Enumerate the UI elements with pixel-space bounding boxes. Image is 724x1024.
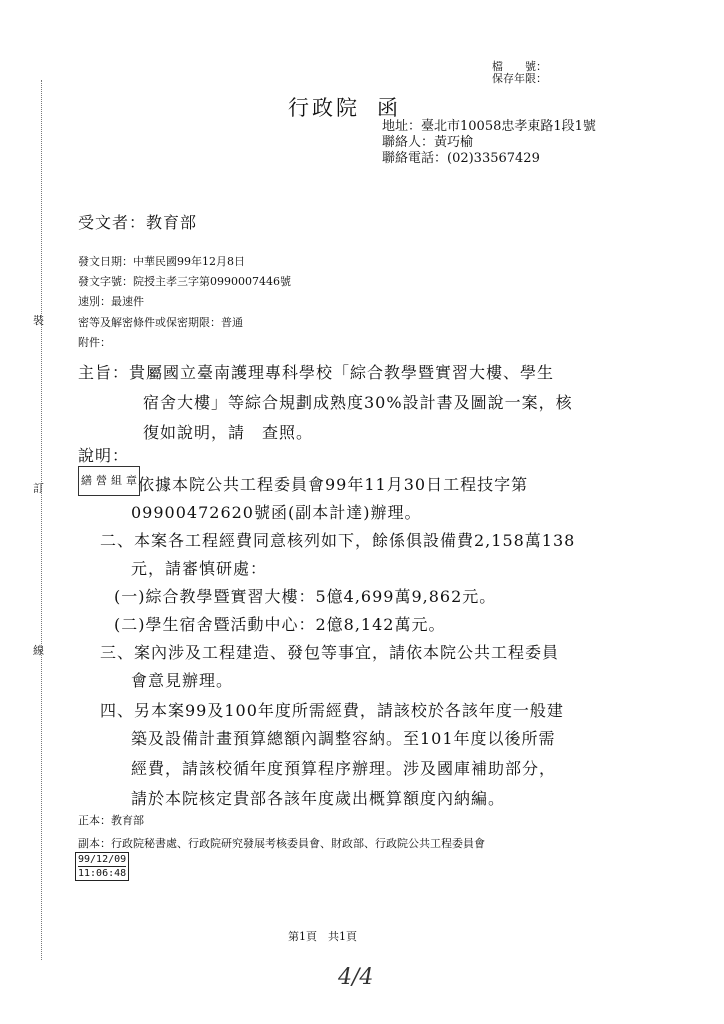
document-type: 函: [377, 96, 401, 120]
delivery-speed: 速別：最速件: [78, 295, 144, 308]
subject-line-1: 主旨：貴屬國立臺南護理專科學校「綜合教學暨實習大樓、學生: [78, 363, 555, 382]
binding-margin-line: [41, 80, 42, 960]
margin-mark-staple: 訂: [33, 482, 44, 495]
recipient: 受文者：教育部: [78, 213, 198, 232]
page-number: 第1頁 共1頁: [288, 930, 357, 943]
item-two-sub-2: (二)學生宿舍暨活動中心：2億8,142萬元。: [114, 615, 446, 634]
item-three-line-2: 會意見辦理。: [131, 671, 234, 690]
item-one-line-2: 09900472620號函(副本計達)辦理。: [131, 503, 422, 522]
issue-number: 發文字號：院授主孝三字第0990007446號: [78, 275, 291, 288]
issue-date: 發文日期：中華民國99年12月8日: [78, 255, 245, 268]
explanation-label: 說明：: [78, 446, 130, 465]
item-four-line-4: 請於本院核定貴部各該年度歲出概算額度內納編。: [131, 789, 506, 808]
item-two-line-1: 二、本案各工程經費同意核列如下，餘係俱設備費2,158萬138: [100, 531, 576, 550]
seal-char: 營: [96, 474, 107, 487]
received-date: 99/12/09: [78, 854, 127, 865]
margin-mark-bind: 裝: [33, 314, 44, 327]
seal-char: 章: [126, 474, 137, 487]
file-number-label: 檔 號：: [492, 60, 547, 73]
handwritten-page-mark: 4/4: [338, 965, 374, 990]
document-org: 行政院: [288, 96, 360, 120]
original-recipient: 正本：教育部: [78, 814, 144, 827]
item-four-line-1: 四、另本案99及100年度所需經費，請該校於各該年度一般建: [100, 701, 564, 720]
contact-person: 聯絡人：黃巧榆: [382, 135, 474, 150]
subject-line-2: 宿舍大樓」等綜合規劃成熟度30%設計書及圖說一案，核: [143, 393, 573, 412]
attachment-label: 附件：: [78, 336, 111, 349]
item-one-line-1: 依據本院公共工程委員會99年11月30日工程技字第: [138, 475, 529, 494]
item-three-line-1: 三、案內涉及工程建造、發包等事宜，請依本院公共工程委員: [100, 643, 560, 662]
item-two-line-2: 元，請審慎研處：: [131, 559, 268, 578]
secrecy-level: 密等及解密條件或保密期限：普通: [78, 316, 243, 329]
seal-char: 繕: [81, 474, 92, 487]
official-seal-stamp: [78, 466, 140, 496]
item-two-sub-1: (一)綜合教學暨實習大樓：5億4,699萬9,862元。: [114, 587, 497, 606]
contact-phone: 聯絡電話：(02)33567429: [382, 151, 540, 166]
item-four-line-2: 築及設備計畫預算總額內調整容納。至101年度以後所需: [131, 729, 556, 748]
received-time: 11:06:48: [78, 868, 127, 879]
margin-mark-line: 線: [33, 644, 44, 657]
seal-char: 組: [111, 474, 122, 487]
cc-recipients: 副本：行政院秘書處、行政院研究發展考核委員會、財政部、行政院公共工程委員會: [78, 837, 485, 850]
subject-line-3: 復如說明，請 查照。: [143, 423, 314, 442]
retention-label: 保存年限：: [492, 72, 547, 85]
item-four-line-3: 經費，請該校循年度預算程序辦理。涉及國庫補助部分，: [131, 759, 557, 778]
contact-address: 地址：臺北市10058忠孝東路1段1號: [382, 119, 596, 134]
received-timestamp-stamp: [75, 852, 129, 881]
